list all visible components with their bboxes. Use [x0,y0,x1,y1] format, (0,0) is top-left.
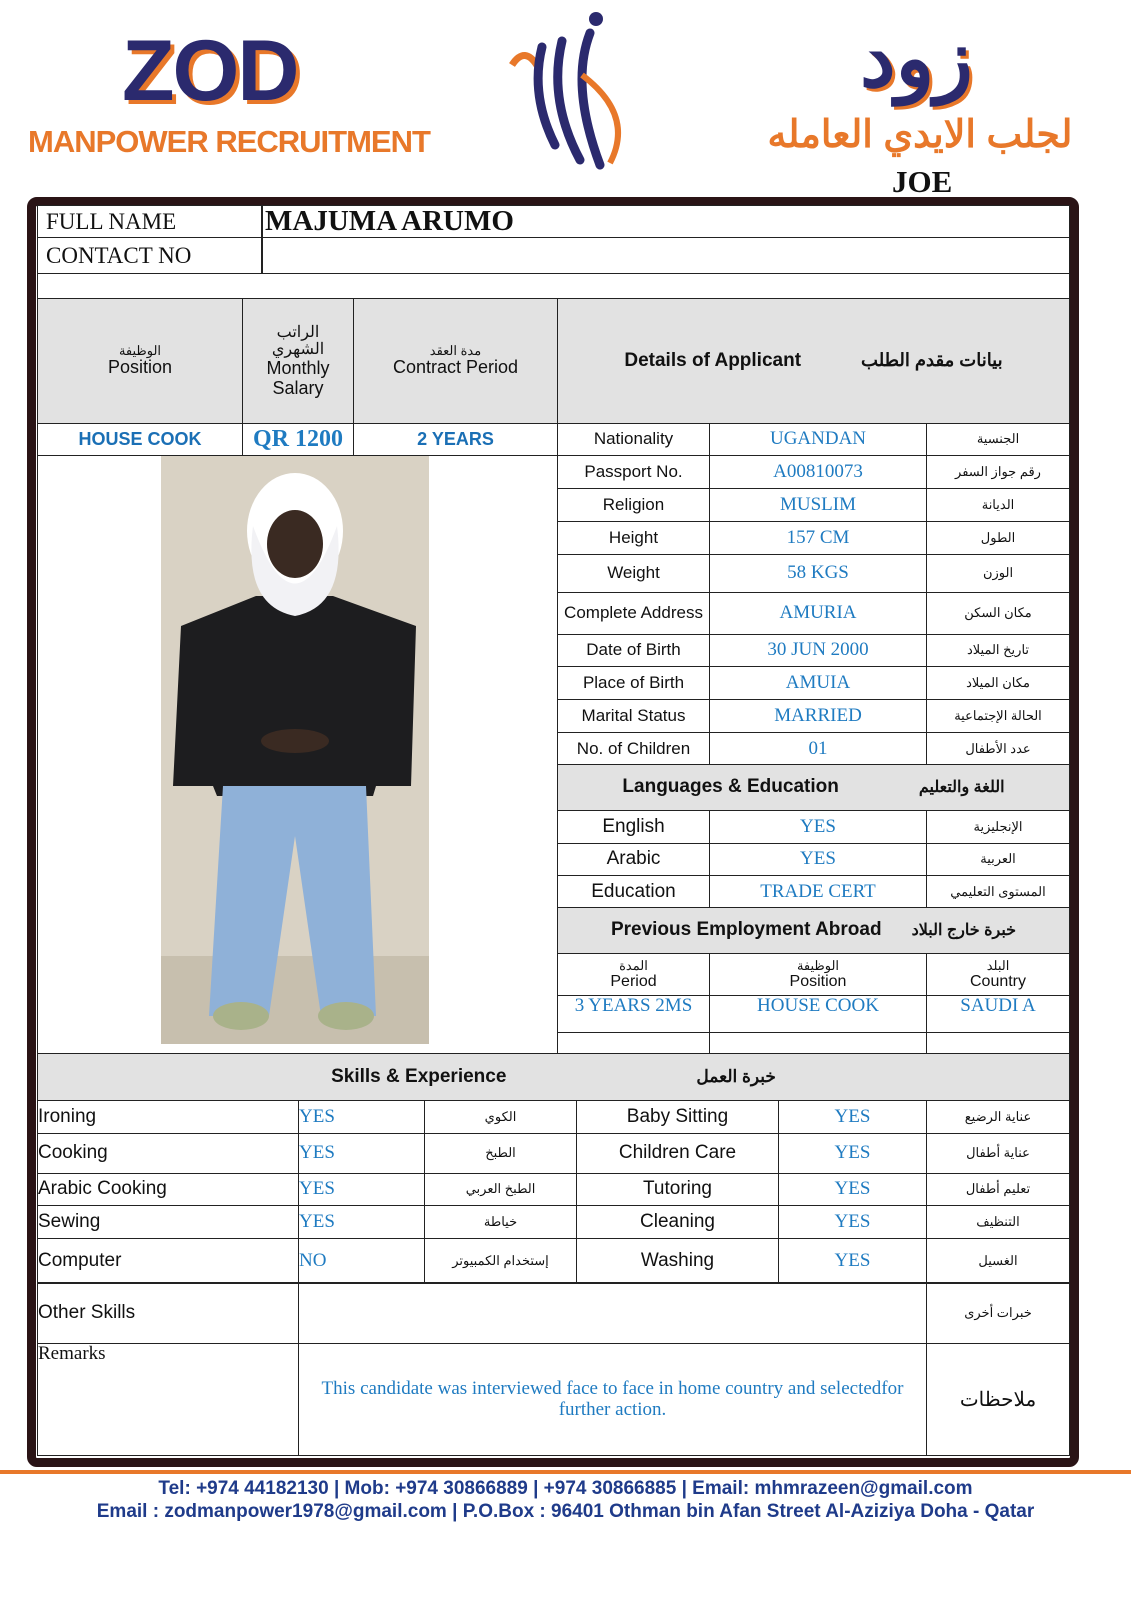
position-col-ar: الوظيفة [796,957,840,973]
position-value: HOUSE COOK [37,423,243,456]
salary-header [242,298,354,424]
detail-value: MARRIED [709,699,927,733]
detail-value: 157 CM [709,521,927,555]
footer-divider [0,1470,1131,1474]
applicant-photo [161,456,429,1044]
details-title: Details of Applicant [624,349,802,371]
full-name-value: MAJUMA ARUMO [261,205,1070,238]
salary-header-ar: الراتب الشهري [271,323,325,359]
detail-label: Nationality [557,423,710,456]
details-header [557,298,1070,424]
detail-value: UGANDAN [709,423,927,456]
detail-label-ar: عدد الأطفال [926,732,1070,766]
language-value: YES [709,843,927,876]
skill-label-ar: الغسيل [926,1238,1070,1284]
skill-value: YES [298,1100,425,1134]
country-col-label: Country [969,972,1027,990]
contact-value [261,237,1070,274]
country-col-header [926,953,1070,996]
skill-value: YES [778,1173,927,1206]
detail-label-ar: تاريخ الميلاد [926,634,1070,667]
detail-label-ar: رقم جواز السفر [926,455,1070,489]
skill-value: YES [778,1238,927,1284]
skill-label: Washing [576,1238,779,1284]
languages-title: Languages & Education [622,776,839,798]
detail-label-ar: مكان السكن [926,592,1070,635]
language-label-ar: المستوى التعليمي [926,875,1070,909]
remarks-label: Remarks [37,1343,299,1456]
spacer-row [37,273,1070,299]
skill-label: Cleaning [576,1205,779,1239]
detail-label: Date of Birth [557,634,710,667]
skill-label-ar: التنظيف [926,1205,1070,1239]
skill-value: YES [298,1173,425,1206]
skill-value: YES [778,1100,927,1134]
skill-value: YES [298,1133,425,1174]
skills-header [37,1053,1070,1101]
employment-empty-3 [926,1032,1070,1054]
skill-label: Children Care [576,1133,779,1174]
language-label: English [557,810,710,844]
logo-arabic-subtitle: لجلب الايدي العامله [767,114,1073,156]
footer-address-line: Email : zodmanpower1978@gmail.com | P.O.Box : 96401 Othman bin Afan Street Al-Aziziya Doha - Qatar [96,1501,1035,1522]
logo-subtitle: MANPOWER RECRUITMENT [28,124,430,159]
detail-value: 58 KGS [709,554,927,593]
detail-label-ar: الوزن [926,554,1070,593]
contact-label: CONTACT NO [37,237,263,274]
language-label-ar: العربية [926,843,1070,876]
skill-label-ar: الطبخ [424,1133,577,1174]
skills-title-ar: خبرة العمل [696,1066,776,1086]
detail-label: Height [557,521,710,555]
detail-label: No. of Children [557,732,710,766]
detail-label-ar: الجنسية [926,423,1070,456]
skill-value: YES [778,1205,927,1239]
employment-title-ar: خبرة خارج البلاد [911,921,1017,939]
skill-label: Cooking [37,1133,299,1174]
skill-value: YES [298,1205,425,1239]
period-col-header [557,953,710,996]
skill-value: YES [778,1133,927,1174]
employment-empty-2 [709,1032,927,1054]
skill-label: Computer [37,1238,299,1284]
detail-label-ar: الديانة [926,488,1070,522]
employment-header [557,907,1070,954]
remarks-text: This candidate was interviewed face to face in home country and selectedfor further action. [298,1343,927,1456]
skill-label: Sewing [37,1205,299,1239]
remarks-ar: ملاحظات [926,1343,1070,1456]
agent-code: JOE [892,164,953,199]
full-name-label: FULL NAME [37,205,263,238]
logo-emblem-icon [500,5,640,175]
skill-label-ar: الطبخ العربي [424,1173,577,1206]
languages-header [557,764,1070,811]
detail-label-ar: الطول [926,521,1070,555]
details-title-ar: بيانات مقدم الطلب [861,350,1003,371]
detail-label: Place of Birth [557,666,710,700]
country-col-ar: البلد [986,957,1010,973]
language-label: Arabic [557,843,710,876]
skills-title: Skills & Experience [331,1065,507,1087]
footer-contact-line: Tel: +974 44182130 | Mob: +974 30866889 | +974 30866885 | Email: mhmrazeen@gmail.com [158,1478,973,1499]
languages-title-ar: اللغة والتعليم [918,778,1005,796]
detail-label: Complete Address [557,592,710,635]
skill-label: Tutoring [576,1173,779,1206]
detail-label-ar: مكان الميلاد [926,666,1070,700]
skill-label-ar: الكوي [424,1100,577,1134]
skill-label-ar: إستخدام الكمبيوتر [424,1238,577,1284]
other-skills-ar: خبرات أخرى [926,1282,1070,1344]
language-label-ar: الإنجليزية [926,810,1070,844]
language-label: Education [557,875,710,909]
skill-label-ar: عناية أطفال [926,1133,1070,1174]
logo-arabic: زود [860,14,973,103]
detail-label-ar: الحالة الإجتماعية [926,699,1070,733]
detail-label: Religion [557,488,710,522]
skill-label-ar: عناية الرضيع [926,1100,1070,1134]
skill-label: Arabic Cooking [37,1173,299,1206]
detail-label: Marital Status [557,699,710,733]
detail-value: 30 JUN 2000 [709,634,927,667]
employment-period: 3 YEARS 2MS [557,995,710,1033]
skill-label-ar: خياطة [424,1205,577,1239]
detail-value: A00810073 [709,455,927,489]
salary-header-label: Monthly Salary [266,357,330,398]
detail-label: Weight [557,554,710,593]
detail-label: Passport No. [557,455,710,489]
contract-header-label: Contract Period [392,357,519,378]
detail-value: MUSLIM [709,488,927,522]
skill-value: NO [298,1238,425,1284]
employment-position: HOUSE COOK [709,995,927,1033]
skill-label-ar: تعليم أطفال [926,1173,1070,1206]
skill-label: Baby Sitting [576,1100,779,1134]
employment-empty-1 [557,1032,710,1054]
period-col-ar: المدة [619,957,648,973]
position-col-header [709,953,927,996]
skill-label: Ironing [37,1100,299,1134]
contract-value: 2 YEARS [353,423,558,456]
position-header [37,298,243,424]
position-header-label: Position [107,357,173,378]
detail-value: AMURIA [709,592,927,635]
employment-country: SAUDI A [926,995,1070,1033]
contract-header-ar: مدة العقد [429,342,482,358]
salary-value: QR 1200 [242,423,354,456]
detail-value: 01 [709,732,927,766]
detail-value: AMUIA [709,666,927,700]
other-skills-label: Other Skills [37,1282,299,1344]
position-col-label: Position [789,972,847,990]
contract-header [353,298,558,424]
position-header-ar: الوظيفة [118,342,162,358]
period-col-label: Period [610,972,657,990]
employment-title: Previous Employment Abroad [610,919,882,941]
language-value: YES [709,810,927,844]
language-value: TRADE CERT [709,875,927,909]
other-skills-value [298,1282,927,1344]
logo-zod: ZOD [122,23,298,119]
